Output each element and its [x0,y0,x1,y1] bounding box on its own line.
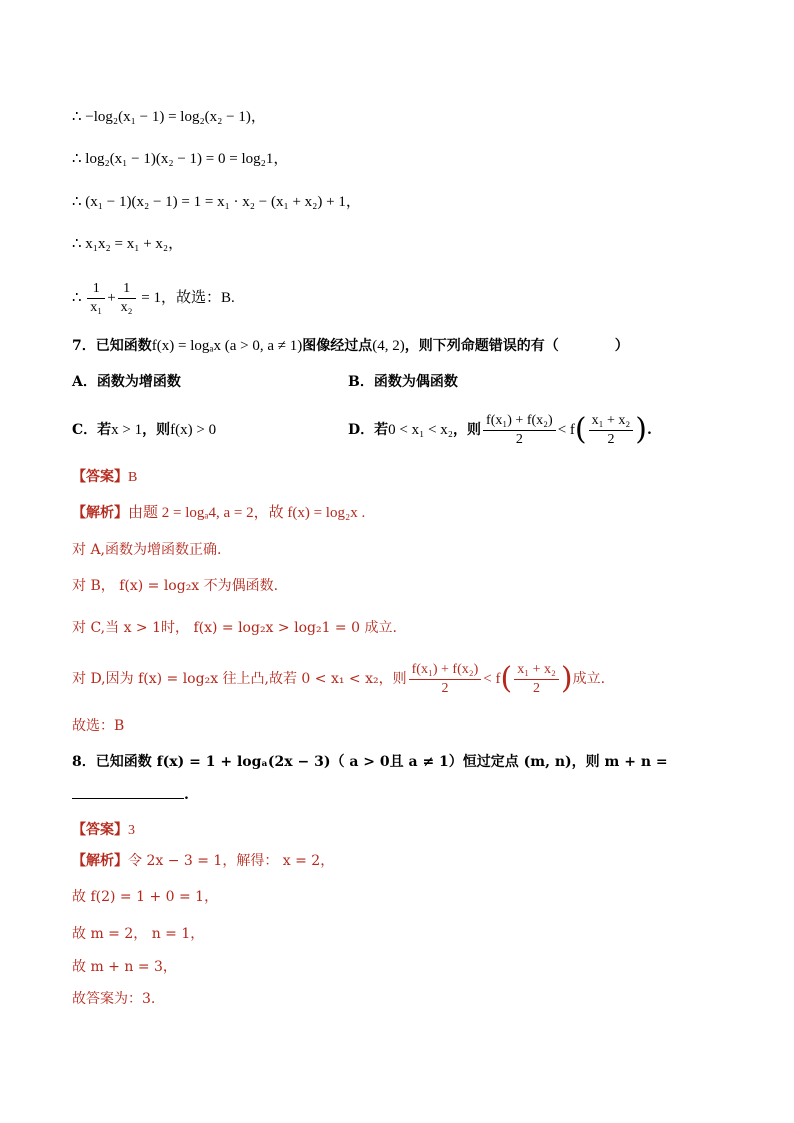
question-8-blank: . [72,785,734,805]
q8-analysis-line-4: 故 m + n = 3， [72,959,177,975]
q7-analysis-a: 对 A,函数为增函数正确. [72,542,222,558]
analysis-d-right-fraction: $\frac{\text{x₁ + x₂}}{2}$ [514,661,559,698]
derivation-line-1: ∴ −log₂(x₁ − 1) = log₂(x₂ − 1)， [72,109,266,125]
option-d-right-fraction: $\frac{\text{x₁ + x₂}}{2}$ [589,412,634,449]
option-a: A．函数为增函数 [72,374,181,390]
derivation-line-5: ∴ $\frac{1}{\text{x₁}}$ + $\frac{1}{\text{x₂}}$ = 1，故选：B. [72,281,235,315]
q7-analysis-line-1: 【解析】由题 2 = logₐ4, a = 2，故 f(x) = log₂x . [72,505,366,521]
q8-analysis-line-3: 故 m = 2， n = 1， [72,926,205,942]
answer-blank [72,786,184,799]
q7-analysis-d: 对 D,因为 f(x) = log₂x 往上凸,故若 0 < x₁ < x₂，则 $\frac{\text{f(x₁) + f(x₂)}}{2}$ < f( $\frac{\text{x₁ + x₂}}{2}$ )成立. [72,661,606,696]
q8-analysis-line-2: 故 f(2) = 1 + 0 = 1， [72,889,219,905]
fraction-1-over-x2: $\frac{1}{\text{x₂}}$ [118,280,136,317]
option-b: B．函数为偶函数 [348,374,458,390]
analysis-label: 【解析】 [72,505,128,521]
question-8: 8．已知函数 f(x) = 1 + logₐ(2x − 3)（ a > 0且 a ≠ 1）恒过定点 (m, n)，则 m + n = [72,754,668,770]
question-7: 7．已知函数f(x) = logₐx (a > 0, a ≠ 1)图像经过点(4, 2)，则下列命题错误的有（ ） [72,338,629,354]
option-d: D．若0 < x₁ < x₂，则 $\frac{\text{f(x₁) + f(x₂)}}{2}$ < f( $\frac{\text{x₁ + x₂}}{2}$ ). [348,412,652,447]
derivation-line-2: ∴ log₂(x₁ − 1)(x₂ − 1) = 0 = log₂1， [72,151,289,167]
q7-conclusion: 故选：B [72,718,125,734]
q7-analysis-b: 对 B， f(x) = log₂x 不为偶函数. [72,578,279,594]
option-c: C．若x > 1，则f(x) > 0 [72,422,217,438]
answer-label: 【答案】 [72,469,128,485]
question-7-point: (4, 2) [372,338,405,354]
question-7-function: f(x) = logₐx (a > 0, a ≠ 1) [151,338,303,354]
fraction-1-over-x1: $\frac{1}{\text{x₁}}$ [87,280,105,317]
conclusion-text: = 1，故选：B. [141,289,235,306]
question-8-number: 8． [72,754,96,770]
q8-analysis-line-5: 故答案为：3. [72,991,156,1007]
q7-answer: 【答案】B [72,469,138,485]
q8-answer: 【答案】3 [72,822,135,838]
q7-analysis-c: 对 C,当 x > 1时， f(x) = log₂x > log₂1 = 0 成立. [72,620,397,636]
derivation-line-4: ∴ x₁x₂ = x₁ + x₂， [72,236,184,252]
question-7-number: 7． [72,338,96,354]
option-d-left-fraction: $\frac{\text{f(x₁) + f(x₂)}}{2}$ [483,412,556,449]
derivation-line-3: ∴ (x₁ − 1)(x₂ − 1) = 1 = x₁ · x₂ − (x₁ + x₂) + 1， [72,194,361,210]
analysis-d-left-fraction: $\frac{\text{f(x₁) + f(x₂)}}{2}$ [409,661,482,698]
q8-analysis-line-1: 【解析】令 2x − 3 = 1，解得： x = 2， [72,853,335,869]
therefore-symbol: ∴ [72,289,82,306]
